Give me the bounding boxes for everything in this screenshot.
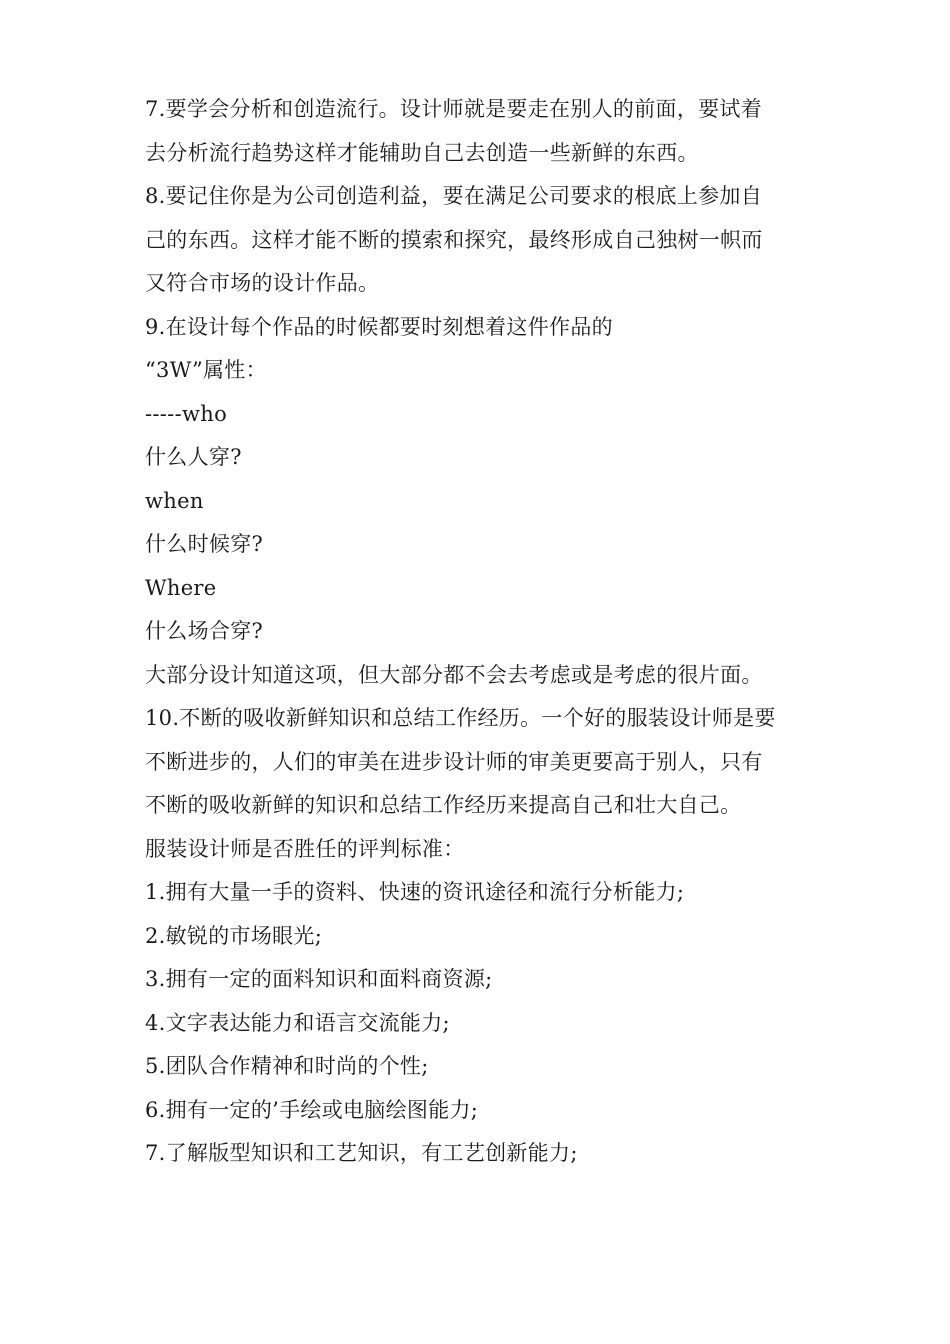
text-line: 8.要记住你是为公司创造利益，要在满足公司要求的根底上参加自 (145, 184, 763, 208)
text-line: 什么场合穿? (145, 619, 264, 643)
document-body (145, 88, 825, 1176)
text-line: 7.了解版型知识和工艺知识，有工艺创新能力; (145, 1141, 578, 1165)
text-line: 不断的吸收新鲜的知识和总结工作经历来提高自己和壮大自己。 (145, 793, 742, 817)
text-line: Where (145, 575, 217, 600)
text-line: “3W”属性： (145, 358, 267, 382)
text-line: 服装设计师是否胜任的评判标准： (145, 836, 465, 861)
text-line: 去分析流行趋势这样才能辅助自己去创造一些新鲜的东西。 (145, 140, 699, 165)
text-line: 大部分设计知道这项，但大部分都不会去考虑或是考虑的很片面。 (145, 662, 763, 687)
text-line: 5.团队合作精神和时尚的个性; (145, 1054, 429, 1078)
text-line: 4.文字表达能力和语言交流能力; (145, 1010, 450, 1035)
text-line: 己的东西。这样才能不断的摸索和探究，最终形成自己独树一帜而 (145, 227, 763, 252)
text-line: 不断进步的，人们的审美在进步设计师的审美更要高于别人，只有 (145, 749, 763, 774)
text-line: 3.拥有一定的面料知识和面料商资源; (145, 967, 493, 991)
text-line: 2.敏锐的市场眼光; (145, 923, 323, 948)
text-line: 1.拥有大量一手的资料、快速的资讯途径和流行分析能力; (145, 880, 685, 904)
text-line: 什么人穿? (145, 445, 242, 469)
text-line: when (145, 488, 204, 513)
text-line: 又符合市场的设计作品。 (145, 271, 380, 295)
text-line: 7.要学会分析和创造流行。设计师就是要走在别人的前面，要试着 (145, 97, 763, 121)
text-line: 10.不断的吸收新鲜知识和总结工作经历。一个好的服装设计师是要 (145, 706, 776, 730)
text-line: 什么时候穿? (145, 532, 264, 556)
text-line: 9.在设计每个作品的时候都要时刻想着这件作品的 (145, 314, 613, 339)
text-line: -----who (145, 401, 228, 426)
text-line: 6.拥有一定的’手绘或电脑绘图能力; (145, 1097, 479, 1122)
